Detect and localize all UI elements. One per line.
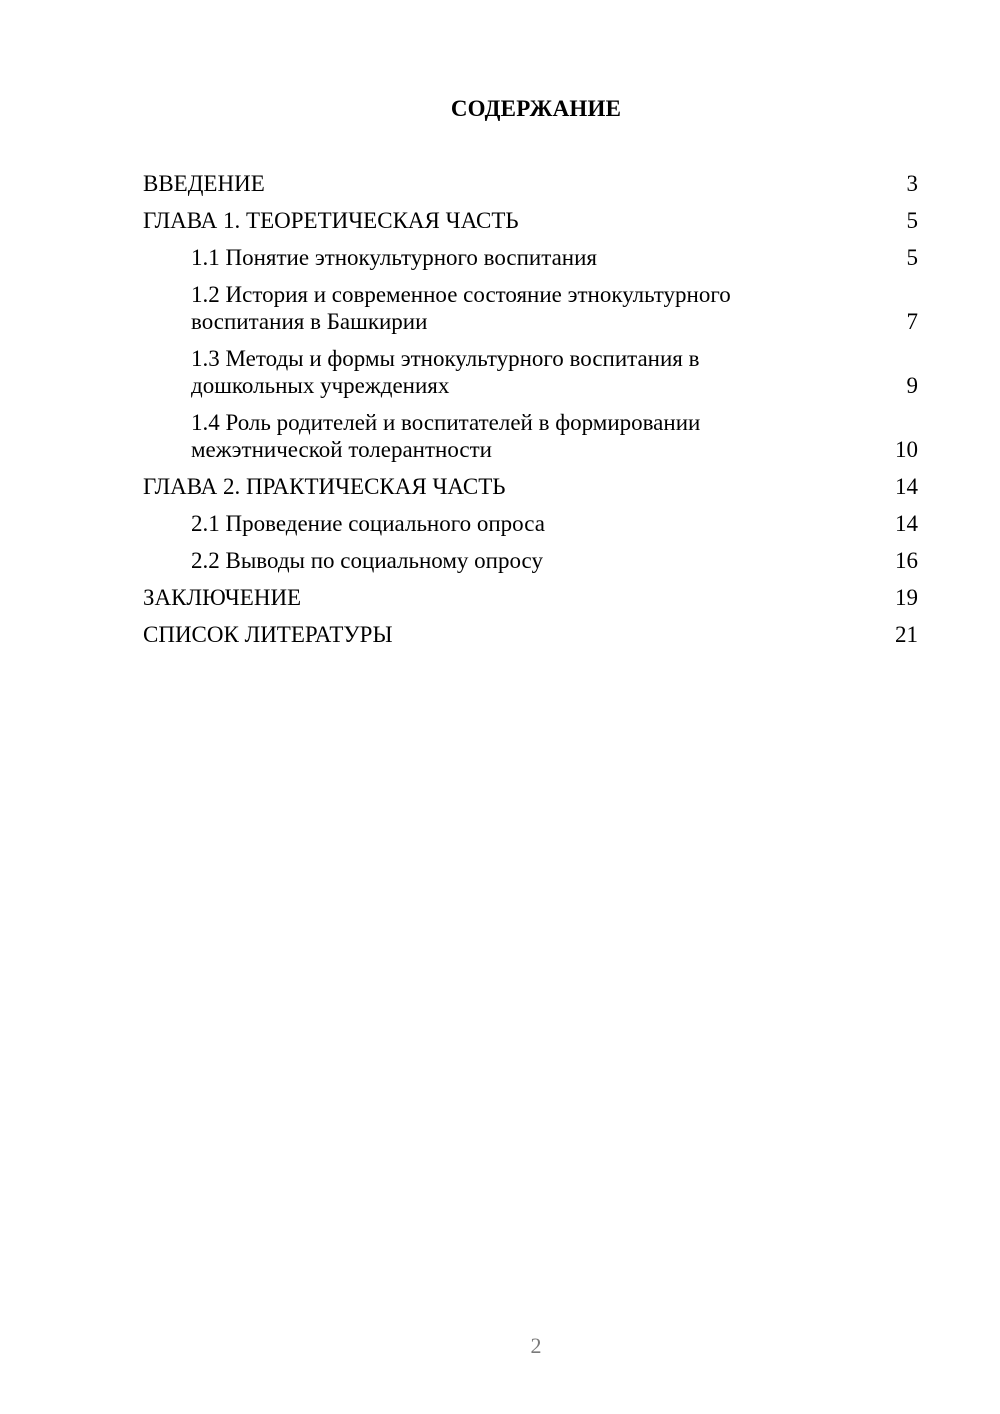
toc-entry-text: 1.3 Методы и формы этнокультурного воспитания в дошкольных учреждениях [191,346,700,398]
toc-entry-text: 1.4 Роль родителей и воспитателей в формировании межэтнической толерантности [191,410,701,462]
toc-entry-page: 21 [895,622,918,647]
toc-entry-text: ЗАКЛЮЧЕНИЕ [143,585,302,610]
toc-entry-page: 19 [895,585,918,610]
toc-entry-section-1-4[interactable] [143,409,918,463]
toc-entry-bibliography[interactable] [143,621,918,648]
toc-entry-page: 5 [906,245,918,270]
toc-entry-page: 7 [906,309,918,334]
page-title: СОДЕРЖАНИЕ [450,96,622,121]
toc-entry-page: 10 [895,437,918,462]
toc-entry-text: СПИСОК ЛИТЕРАТУРЫ [143,622,393,647]
toc-entry-conclusion[interactable] [143,584,918,611]
toc-entry-section-1-2[interactable] [143,281,918,335]
toc-entry-text: 1.2 История и современное состояние этнокультурного воспитания в Башкирии [191,282,731,334]
toc-entry-chapter-1[interactable] [143,207,918,234]
toc-entry-page: 14 [895,511,918,536]
toc-entry-text: ГЛАВА 1. ТЕОРЕТИЧЕСКАЯ ЧАСТЬ [143,208,519,233]
toc-entry-text: 2.1 Проведение социального опроса [191,511,545,536]
toc-entry-text: 2.2 Выводы по социальному опросу [191,548,543,573]
toc-entry-page: 3 [906,171,918,196]
toc-entry-introduction[interactable] [143,170,918,197]
toc-entry-page: 9 [906,373,918,398]
toc-entry-section-2-2[interactable] [143,547,918,574]
toc-entry-section-2-1[interactable] [143,510,918,537]
page-number: 2 [530,1333,542,1358]
toc-entry-text: ВВЕДЕНИЕ [143,171,265,196]
table-of-contents [143,170,918,658]
toc-entry-text: ГЛАВА 2. ПРАКТИЧЕСКАЯ ЧАСТЬ [143,474,506,499]
toc-entry-page: 16 [895,548,918,573]
toc-entry-section-1-3[interactable] [143,345,918,399]
toc-entry-section-1-1[interactable] [143,244,918,271]
toc-entry-page: 14 [895,474,918,499]
toc-entry-text: 1.1 Понятие этнокультурного воспитания [191,245,597,270]
toc-entry-chapter-2[interactable] [143,473,918,500]
toc-entry-page: 5 [906,208,918,233]
